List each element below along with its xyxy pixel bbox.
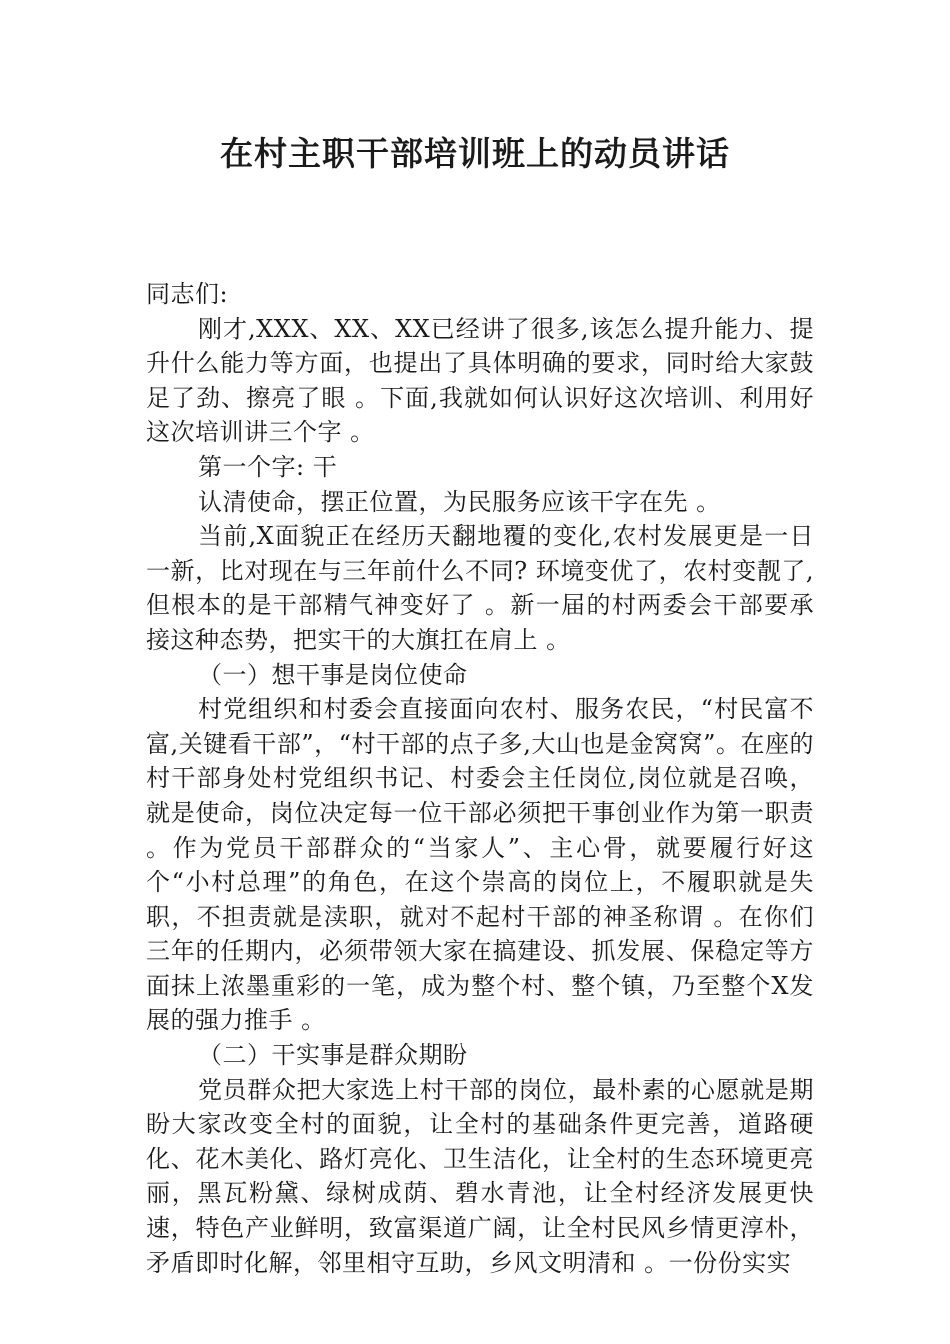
paragraph-post-mission: 村党组织和村委会直接面向农村、服务农民，“村民富不富,关键看干部”，“村干部的点子多,大山也是金窝窝”。在座的村干部身处村党组织书记、村委会主任岗位,岗位就是召唤，就是使命，岗位决定每一位干部必须把干事创业作为第一职责 。作为党员干部群众的“当家人”、主心骨，就要履行好这个“小村总理”的角色，在这个崇高的岗位上，不履职就是失职，不担责就是渎职，就对不起村干部的神圣称谓 。在你们三年的任期内，必须带领大家在搞建设、抓发展、保稳定等方面抹上浓墨重彩的一笔，成为整个村、整个镇，乃至整个X发展的强力推手 。 [146,695,814,1035]
document-title: 在村主职干部培训班上的动员讲话 [220,134,730,173]
paragraph-summary: 认清使命，摆正位置，为民服务应该干字在先 。 [198,487,721,516]
paragraph-intro: 刚才,XXX、XX、XX已经讲了很多,该怎么提升能力、提升什么能力等方面，也提出了具体明确的要求，同时给大家鼓足了劲、擦亮了眼 。下面,我就如何认识好这次培训、利用好这次培训讲三个字 。 [146,314,814,447]
paragraph-public-expectation: 党员群众把大家选上村干部的岗位，最朴素的心愿就是期盼大家改变全村的面貌，让全村的基础条件更完善，道路硬化、花木美化、路灯亮化、卫生洁化，让全村的生态环境更亮丽，黑瓦粉黛、绿树成荫、碧水青池，让全村经济发展更快速，特色产业鲜明，致富渠道广阔，让全村民风乡情更淳朴，矛盾即时化解，邻里相守互助，乡风文明清和 。一份份实实 [146,1075,814,1277]
salutation: 同志们: [146,280,229,308]
subheading-one: （一）想干事是岗位使命 [198,660,468,689]
document-body [146,277,814,1280]
paragraph-current-situation: 当前,X面貌正在经历天翻地覆的变化,农村发展更是一日一新，比对现在与三年前什么不同? 环境变优了，农村变靓了,但根本的是干部精气神变好了 。新一届的村两委会干部要承接这种态势，把实干的大旗扛在肩上 。 [146,522,814,654]
subheading-two: （二）干实事是群众期盼 [198,1041,468,1070]
section-heading-first-character: 第一个字: 干 [198,452,338,481]
